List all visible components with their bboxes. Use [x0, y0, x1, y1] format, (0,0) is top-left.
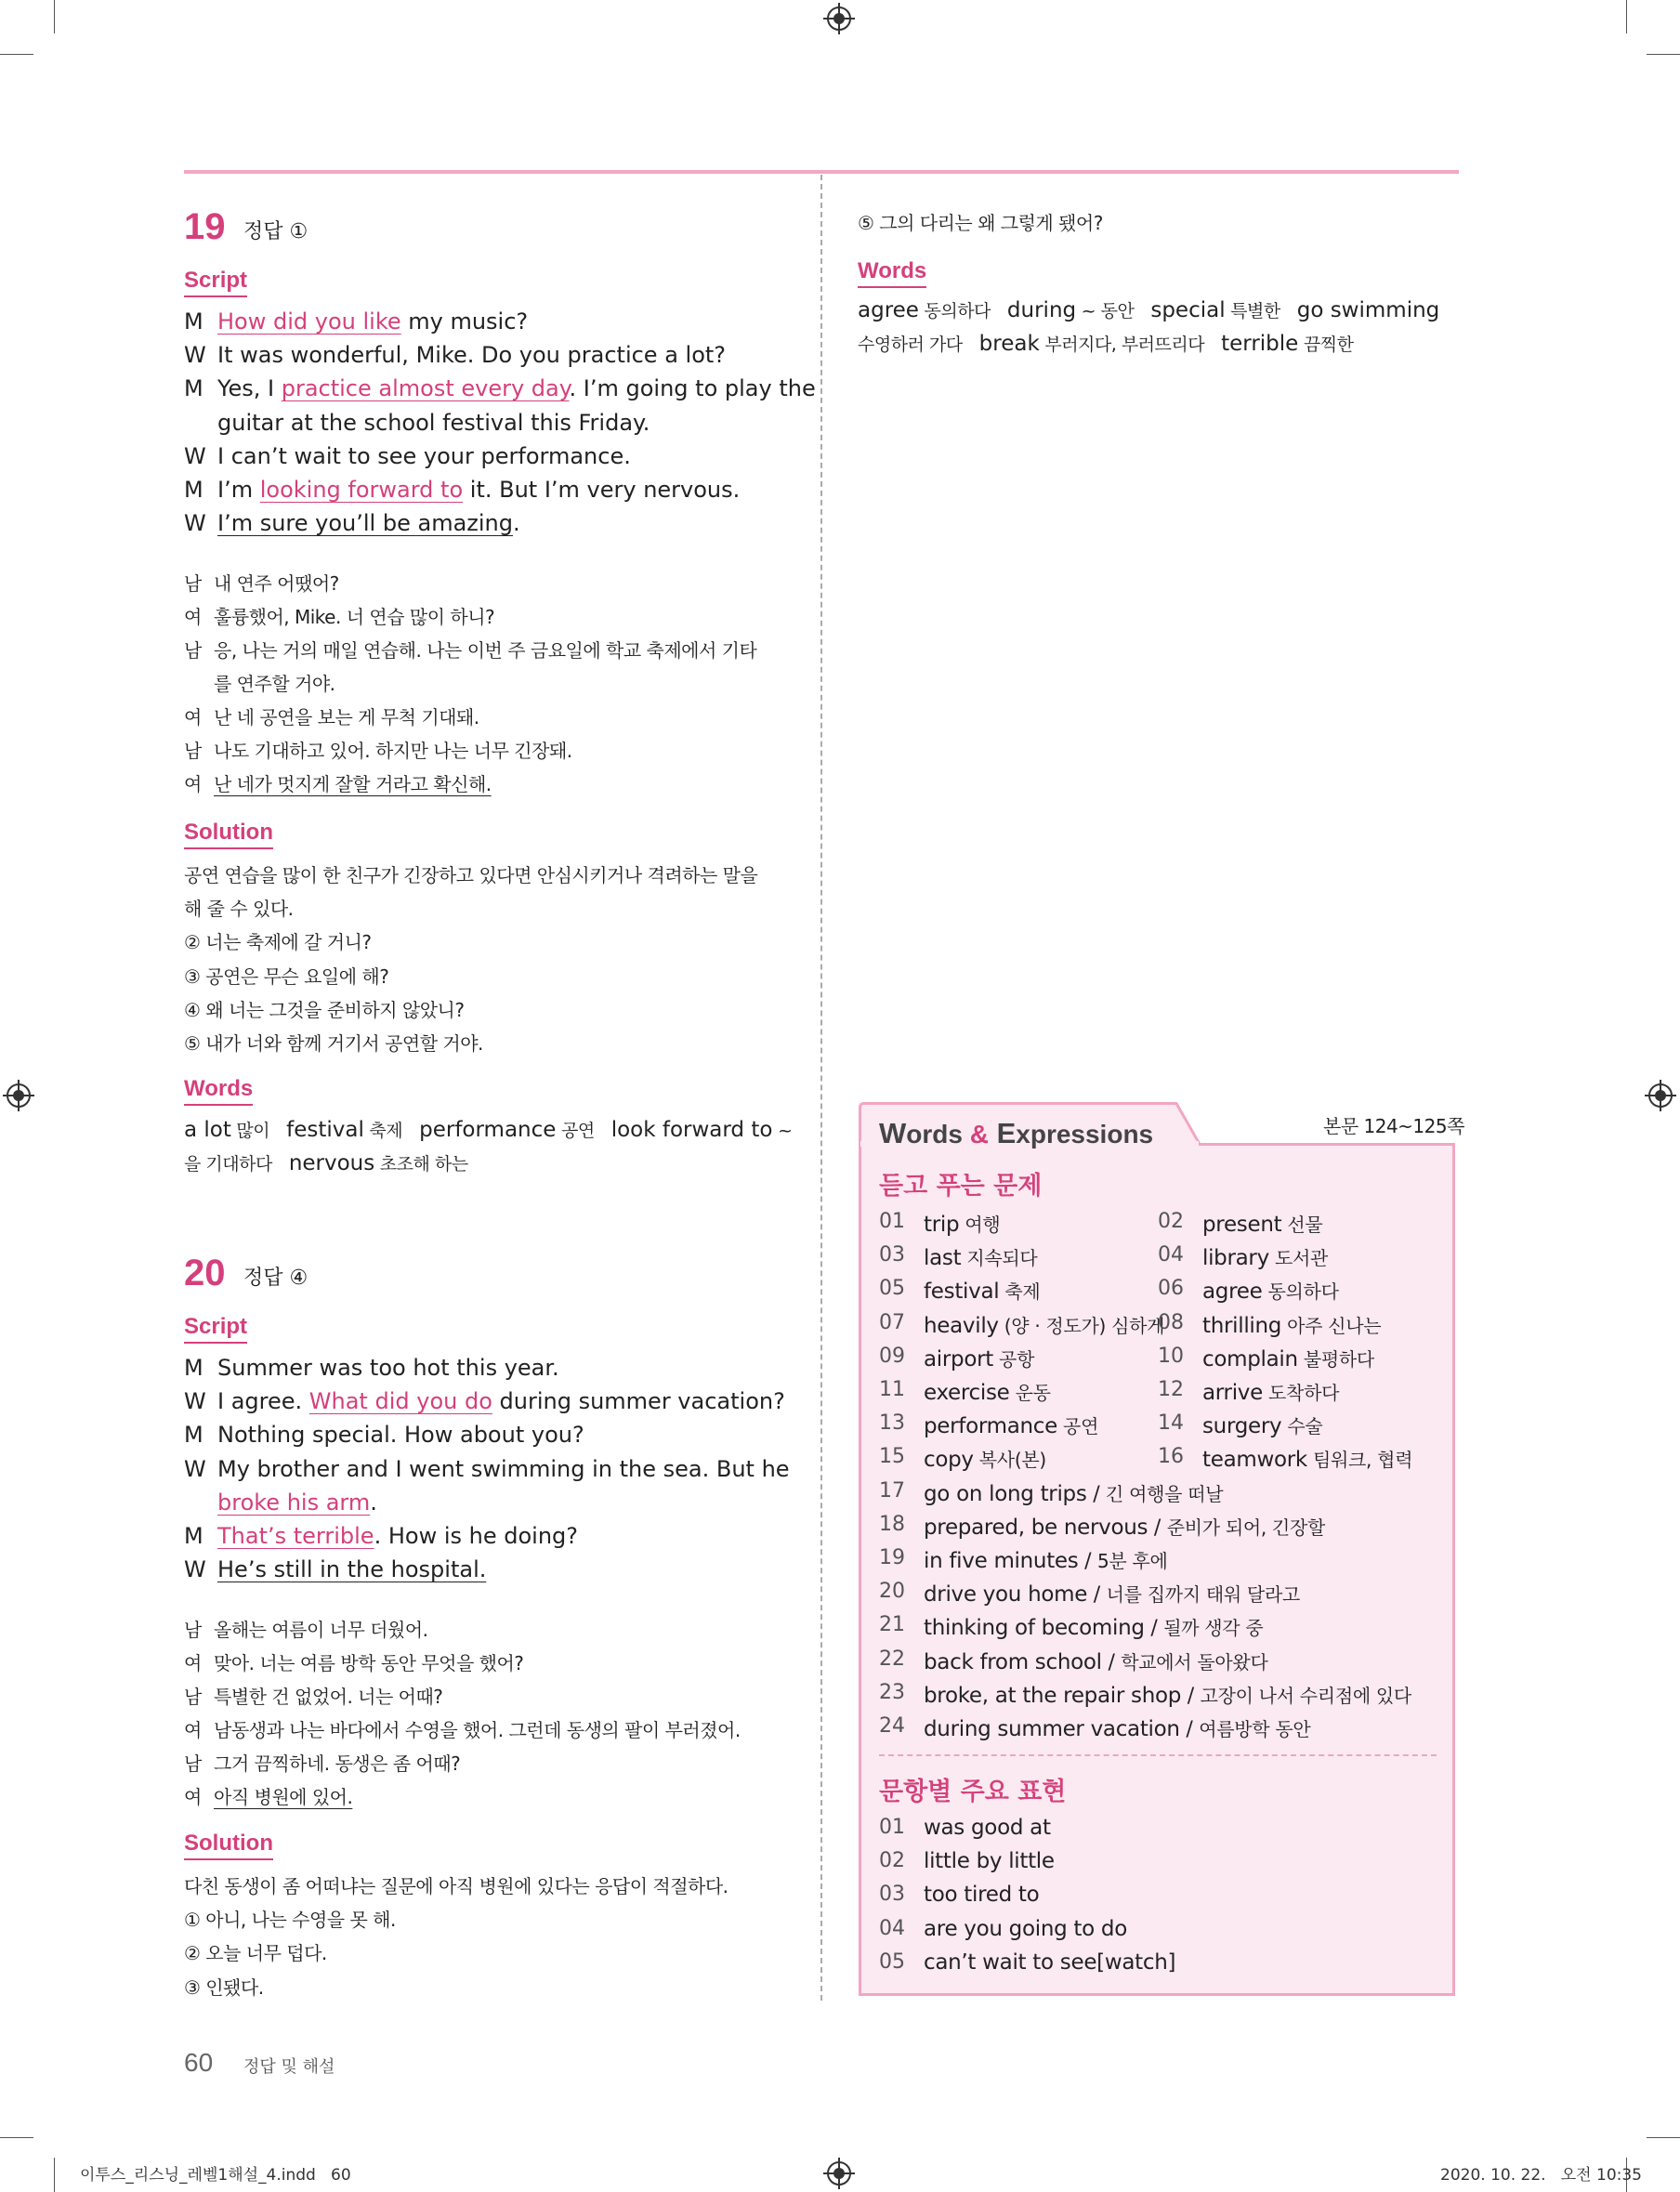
words-line	[184, 1117, 792, 1142]
script-text: I can’t wait to see your performance.	[217, 442, 631, 469]
script-text: My brother and I went swimming in the sea. But he	[217, 1455, 790, 1482]
solution-line: ③ 인됐다.	[184, 1975, 264, 1999]
item-text	[1202, 1210, 1322, 1237]
item-separator: /	[1144, 1617, 1164, 1641]
word-korean: 부러지다, 부러뜨리다	[1039, 335, 1205, 355]
q19-script-label: Script	[184, 268, 247, 297]
script-text: it. But I’m very nervous.	[463, 477, 741, 503]
item-number: 14	[1158, 1411, 1184, 1436]
word-korean: 공연	[556, 1121, 595, 1141]
script-line	[217, 1490, 377, 1516]
highlighted-expression: broke his arm	[217, 1489, 371, 1516]
script-text: guitar at the school festival this Friday.	[217, 409, 650, 436]
translation-text: 나도 기대하고 있어. 하지만 나는 너무 긴장돼.	[214, 740, 572, 762]
item-number: 15	[879, 1445, 905, 1469]
item-english: copy	[924, 1448, 974, 1473]
key-expression: too tired to	[924, 1883, 1040, 1908]
item-english: teamwork	[1202, 1448, 1307, 1473]
script-line	[217, 1456, 790, 1482]
item-korean: 도착하다	[1262, 1382, 1340, 1404]
crop-mark	[54, 0, 55, 33]
translation-line	[214, 1715, 741, 1742]
script-text: during summer vacation?	[492, 1388, 785, 1415]
item-separator: /	[1148, 1516, 1167, 1540]
item-number: 08	[1158, 1310, 1184, 1334]
highlighted-expression: That’s terrible	[217, 1523, 374, 1549]
item-separator: /	[1181, 1684, 1201, 1708]
item-korean: 고장이 나서 수리점에 있다	[1200, 1684, 1411, 1707]
item-text	[924, 1445, 1046, 1472]
item-number: 03	[879, 1243, 905, 1267]
q19-solution-label: Solution	[184, 820, 273, 849]
registration-mark-icon	[827, 2161, 851, 2185]
column-divider	[820, 175, 822, 2001]
speaker-label: M	[184, 375, 203, 402]
item-english: back from school	[924, 1649, 1102, 1674]
item-english: in five minutes	[924, 1549, 1079, 1573]
translation-text: 난 네 공연을 보는 게 무척 기대돼.	[214, 706, 479, 728]
item-korean: 운동	[1009, 1382, 1051, 1404]
solution-line: 공연 연습을 많이 한 친구가 긴장하고 있다면 안심시키거나 격려하는 말을	[184, 864, 758, 886]
word-english: break	[978, 332, 1040, 356]
translation-text: 맞아. 너는 여름 방학 동안 무엇을 했어?	[214, 1652, 524, 1674]
item-text	[924, 1513, 1325, 1540]
q19-answer: 정답 ①	[243, 220, 308, 243]
words-line	[184, 1150, 468, 1175]
item-english: go on long trips	[924, 1481, 1087, 1506]
q19-words-label: Words	[184, 1076, 253, 1106]
speaker-label: 여	[184, 773, 202, 795]
speaker-label: 남	[184, 572, 202, 595]
registration-mark-icon	[827, 7, 851, 31]
word-english: during	[1006, 298, 1077, 322]
item-text	[924, 1479, 1223, 1506]
translation-line	[214, 1648, 523, 1675]
word-english: nervous	[288, 1151, 375, 1175]
sub-heading-listening: 듣고 푸는 문제	[879, 1172, 1043, 1201]
item-english: thrilling	[1202, 1313, 1282, 1338]
translation-text: 를 연주할 거야.	[214, 673, 335, 695]
item-number: 17	[879, 1478, 905, 1503]
speaker-label: W	[184, 342, 206, 369]
item-number: 05	[879, 1949, 905, 1974]
translation-line	[214, 1682, 442, 1709]
translation-text: 남동생과 나는 바다에서 수영을 했어. 그런데 동생의 팔이 부러졌어.	[214, 1719, 741, 1741]
speaker-label: 남	[184, 1686, 202, 1708]
solution-line: ② 오늘 너무 덥다.	[184, 1942, 327, 1965]
item-text	[1202, 1445, 1412, 1472]
item-korean: 팀워크, 협력	[1306, 1449, 1413, 1472]
item-number: 10	[1158, 1344, 1184, 1368]
word-korean: 수영하러 가다	[858, 335, 963, 355]
item-english: agree	[1202, 1280, 1263, 1305]
script-text: It was wonderful, Mike. Do you practice a lot?	[217, 342, 727, 369]
solution-line: ③ 공연은 무슨 요일에 해?	[184, 965, 389, 988]
script-text: .	[513, 510, 520, 537]
script-text: I agree.	[217, 1388, 309, 1415]
answer-sentence: I’m sure you’ll be amazing	[217, 510, 513, 537]
item-english: trip	[924, 1213, 960, 1237]
speaker-label: 남	[184, 1752, 202, 1775]
key-expression: can’t wait to see[watch]	[924, 1949, 1176, 1975]
answer-sentence: He’s still in the hospital.	[217, 1556, 487, 1583]
item-separator: /	[1086, 1482, 1107, 1506]
item-number: 05	[879, 1277, 905, 1301]
item-english: present	[1202, 1213, 1282, 1237]
word-korean: 많이	[230, 1121, 270, 1141]
translation-line	[214, 1782, 352, 1809]
item-english: festival	[924, 1280, 1000, 1305]
slug-date: 2020. 10. 22. 오전 10:35	[1440, 2166, 1642, 2185]
translation-text: 올해는 여름이 너무 더웠어.	[214, 1619, 428, 1641]
item-text	[924, 1613, 1263, 1640]
item-english: during summer vacation	[924, 1717, 1180, 1741]
q19-number: 19	[184, 206, 226, 247]
item-separator: /	[1101, 1650, 1122, 1674]
footer-title: 정답 및 해설	[243, 2057, 335, 2077]
script-text: I’m	[217, 477, 260, 503]
translation-text: 훌륭했어, Mike. 너 연습 많이 하니?	[214, 606, 495, 628]
word-english: a lot	[184, 1118, 231, 1142]
highlighted-expression: How did you like	[217, 308, 401, 335]
item-english: airport	[924, 1346, 993, 1372]
item-korean: 5분 후에	[1096, 1550, 1168, 1572]
translation-line	[214, 1749, 460, 1776]
script-text: .	[370, 1489, 377, 1516]
item-text	[1202, 1243, 1328, 1270]
speaker-label: M	[184, 1422, 203, 1449]
item-korean: 너를 집까지 태워 달라고	[1106, 1583, 1300, 1607]
answer-translation: 난 네가 멋지게 잘할 거라고 확신해.	[214, 773, 492, 795]
item-number: 01	[879, 1816, 905, 1839]
word-korean: 을 기대하다	[184, 1154, 272, 1175]
q20-answer: 정답 ④	[243, 1267, 308, 1290]
script-line	[217, 1523, 578, 1549]
translation-line	[214, 636, 756, 663]
script-line	[217, 443, 631, 469]
word-english: terrible	[1221, 332, 1299, 356]
script-text: my music?	[400, 308, 529, 335]
solution-line: 해 줄 수 있다.	[184, 898, 294, 921]
translation-text: 내 연주 어땠어?	[214, 572, 339, 595]
translation-line	[214, 736, 572, 763]
item-korean: 수술	[1281, 1415, 1323, 1438]
solution-line: ② 너는 축제에 갈 거니?	[184, 931, 372, 954]
translation-line	[214, 602, 494, 629]
script-line	[217, 1422, 584, 1448]
item-number: 03	[879, 1883, 905, 1907]
crop-mark	[1626, 0, 1627, 33]
translation-line	[214, 669, 335, 696]
registration-mark-icon	[7, 1083, 31, 1108]
translation-line	[214, 769, 492, 796]
q20-script-label: Script	[184, 1314, 247, 1344]
item-number: 12	[1158, 1378, 1184, 1401]
speaker-label: 남	[184, 1619, 202, 1641]
script-line	[217, 1388, 785, 1414]
item-separator: /	[1179, 1718, 1200, 1741]
word-english: look forward to	[610, 1118, 773, 1142]
item-text	[924, 1243, 1037, 1270]
highlighted-expression: What did you do	[308, 1388, 492, 1415]
item-number: 22	[879, 1647, 905, 1671]
crop-mark	[0, 54, 33, 55]
item-korean: 아주 신나는	[1281, 1314, 1382, 1337]
item-number: 16	[1158, 1445, 1184, 1469]
speaker-label: 여	[184, 1652, 202, 1674]
speaker-label: 여	[184, 1719, 202, 1741]
word-english: special	[1150, 298, 1226, 322]
item-text	[1202, 1277, 1339, 1304]
page-number: 60	[184, 2048, 214, 2077]
script-text: Yes, I	[217, 375, 282, 402]
solution-line: 다친 동생이 좀 어떠냐는 질문에 아직 병원에 있다는 응답이 적절하다.	[184, 1875, 728, 1897]
speaker-label: W	[184, 1556, 206, 1583]
item-number: 06	[1158, 1277, 1184, 1301]
word-korean: ~	[772, 1121, 793, 1141]
item-number: 19	[879, 1546, 905, 1569]
answer-translation: 아직 병원에 있어.	[214, 1786, 353, 1808]
item-english: exercise	[924, 1381, 1010, 1405]
item-number: 13	[879, 1411, 905, 1436]
box-divider	[879, 1754, 1437, 1756]
item-english: complain	[1202, 1346, 1298, 1372]
speaker-label: 남	[184, 740, 202, 762]
script-text: . I’m going to play the	[569, 375, 816, 402]
item-text	[924, 1210, 1000, 1237]
translation-line	[214, 1615, 427, 1642]
speaker-label: 여	[184, 606, 202, 628]
script-text: . How is he doing?	[374, 1523, 578, 1549]
speaker-label: 여	[184, 1786, 202, 1808]
item-korean: 여름방학 동안	[1199, 1718, 1311, 1740]
script-line	[217, 1556, 486, 1582]
highlighted-expression: practice almost every day	[281, 375, 570, 402]
item-english: performance	[924, 1414, 1057, 1439]
words-line	[858, 297, 1439, 322]
item-number: 23	[879, 1680, 905, 1704]
script-line	[217, 1355, 559, 1381]
word-english: agree	[858, 298, 919, 322]
item-korean: 긴 여행을 떠날	[1106, 1482, 1224, 1505]
solution-line: ① 아니, 나는 수영을 못 해.	[184, 1909, 396, 1932]
header-rule	[184, 170, 1459, 174]
item-korean: 지속되다	[961, 1247, 1038, 1270]
registration-mark-icon	[1648, 1083, 1673, 1108]
highlighted-expression: looking forward to	[259, 477, 464, 503]
words-line	[858, 331, 1353, 356]
item-english: broke, at the repair shop	[924, 1683, 1182, 1708]
item-english: surgery	[1202, 1414, 1282, 1439]
speaker-label: W	[184, 1455, 206, 1482]
item-korean: 공연	[1057, 1415, 1099, 1438]
speaker-label: W	[184, 442, 206, 469]
translation-text: 특별한 건 없었어. 너는 어때?	[214, 1686, 443, 1708]
item-number: 02	[1158, 1210, 1184, 1233]
item-number: 20	[879, 1580, 905, 1604]
key-expression: little by little	[924, 1849, 1055, 1874]
crop-mark	[1647, 2137, 1680, 2138]
key-expression: was good at	[924, 1816, 1051, 1840]
item-korean: 여행	[959, 1214, 1001, 1236]
item-english: arrive	[1202, 1381, 1263, 1405]
item-text	[1202, 1411, 1322, 1438]
sub-heading-key-expressions: 문항별 주요 표현	[879, 1778, 1067, 1806]
q20-words-label: Words	[858, 258, 926, 288]
item-korean: 준비가 되어, 긴장할	[1166, 1516, 1326, 1539]
item-english: heavily	[924, 1313, 999, 1338]
item-text	[1202, 1311, 1381, 1338]
word-korean: 특별한	[1225, 301, 1280, 322]
script-line	[217, 308, 528, 335]
item-text	[924, 1647, 1267, 1674]
slug-file: 이투스_리스닝_레벨1해설_4.indd 60	[80, 2166, 351, 2185]
crop-mark	[54, 2158, 55, 2192]
solution-line: ④ 왜 너는 그것을 준비하지 않았니?	[184, 998, 465, 1021]
word-english: festival	[286, 1118, 364, 1142]
speaker-label: 여	[184, 706, 202, 728]
item-korean: 복사(본)	[973, 1449, 1046, 1472]
q20-solution-label: Solution	[184, 1831, 273, 1860]
q20-solution-cont: ⑤ 그의 다리는 왜 그렇게 됐어?	[858, 212, 1103, 234]
word-korean: 끔찍한	[1298, 335, 1354, 355]
item-text	[924, 1411, 1098, 1438]
item-number: 21	[879, 1613, 905, 1637]
item-separator: /	[1078, 1550, 1097, 1573]
script-line	[217, 342, 726, 368]
translation-text: 응, 나는 거의 매일 연습해. 나는 이번 주 금요일에 학교 축제에서 기타	[214, 639, 757, 662]
item-korean: 도서관	[1268, 1247, 1329, 1270]
words-expressions-title: Words & Expressions	[879, 1117, 1154, 1149]
word-korean: 초조해 하는	[374, 1154, 468, 1175]
crop-mark	[0, 2137, 33, 2138]
script-line	[217, 410, 650, 436]
crop-mark	[1647, 54, 1680, 55]
item-number: 11	[879, 1378, 905, 1401]
speaker-label: M	[184, 1355, 203, 1381]
speaker-label: M	[184, 308, 203, 335]
word-english: performance	[419, 1118, 557, 1142]
solution-line: ⑤ 내가 너와 함께 거기서 공연할 거야.	[184, 1032, 483, 1055]
item-korean: 불평하다	[1297, 1347, 1374, 1371]
item-english: drive you home	[924, 1582, 1088, 1608]
speaker-label: M	[184, 1523, 203, 1549]
item-english: prepared, be nervous	[924, 1515, 1148, 1540]
item-text	[924, 1378, 1051, 1405]
item-number: 04	[1158, 1243, 1184, 1267]
item-number: 09	[879, 1344, 905, 1368]
q20-number: 20	[184, 1253, 226, 1293]
item-text	[924, 1345, 1034, 1372]
item-separator: /	[1087, 1583, 1107, 1608]
item-number: 02	[879, 1849, 905, 1873]
item-korean: 축제	[999, 1280, 1041, 1304]
item-text	[924, 1714, 1310, 1741]
script-line	[217, 510, 520, 536]
word-korean: 동의하다	[918, 301, 991, 322]
item-text	[924, 1580, 1300, 1607]
source-pages: 본문 124~125쪽	[1323, 1115, 1464, 1137]
translation-text: 그거 끔찍하네. 동생은 좀 어때?	[214, 1752, 461, 1775]
speaker-label: 남	[184, 639, 202, 662]
item-english: library	[1202, 1246, 1269, 1271]
word-korean: ~ 동안	[1076, 301, 1135, 322]
word-english: go swimming	[1296, 298, 1440, 322]
item-text	[924, 1681, 1411, 1708]
script-text: Summer was too hot this year.	[217, 1355, 559, 1381]
speaker-label: W	[184, 510, 206, 537]
translation-line	[214, 569, 339, 596]
item-korean: 될까 생각 중	[1163, 1617, 1264, 1640]
speaker-label: W	[184, 1388, 206, 1415]
item-korean: (양 · 정도가) 심하게	[998, 1314, 1165, 1337]
speaker-label: M	[184, 477, 203, 503]
script-line	[217, 375, 816, 401]
item-text	[1202, 1378, 1339, 1405]
item-number: 04	[879, 1916, 905, 1940]
item-number: 07	[879, 1310, 905, 1334]
item-korean: 공항	[993, 1347, 1035, 1371]
item-korean: 선물	[1281, 1214, 1323, 1236]
item-text	[924, 1277, 1040, 1304]
item-text	[1202, 1345, 1374, 1372]
item-number: 24	[879, 1714, 905, 1738]
item-english: last	[924, 1246, 962, 1271]
key-expression: are you going to do	[924, 1916, 1127, 1941]
item-number: 18	[879, 1512, 905, 1536]
word-korean: 축제	[363, 1121, 403, 1141]
item-text	[924, 1311, 1164, 1338]
item-english: thinking of becoming	[924, 1616, 1145, 1641]
script-text: Nothing special. How about you?	[217, 1422, 584, 1449]
script-line	[217, 477, 740, 503]
item-text	[924, 1546, 1168, 1573]
translation-line	[214, 702, 479, 729]
item-number: 01	[879, 1210, 905, 1233]
item-korean: 동의하다	[1262, 1280, 1339, 1304]
item-korean: 학교에서 돌아왔다	[1121, 1650, 1268, 1674]
